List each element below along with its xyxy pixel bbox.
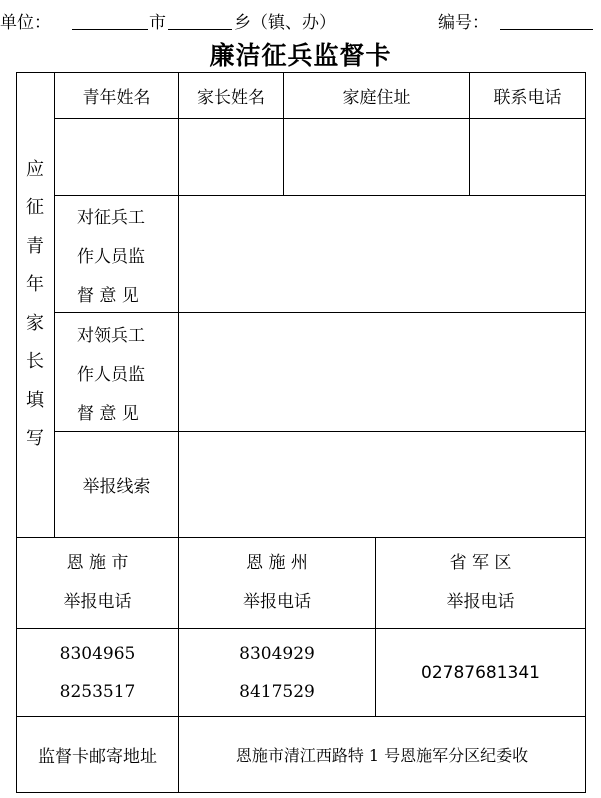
col-header-address: 家庭住址 [342, 88, 411, 108]
number-label: 编号： [438, 13, 489, 33]
hotline-numbers-provincial [376, 629, 585, 716]
unit-label: 单位： [0, 13, 51, 33]
side-label-char: 应 [26, 158, 44, 180]
report-clues-label: 举报线索 [82, 477, 151, 497]
leader-opinion-line: 对领兵工 [77, 326, 145, 346]
address-field[interactable] [284, 119, 469, 195]
phone-number: 8253517 [59, 681, 136, 702]
mailing-address: 恩施市清江西路特 1 号恩施军分区纪委收 [235, 746, 529, 765]
phone-number: 8417529 [239, 681, 315, 702]
col-header-youth-name: 青年姓名 [82, 88, 151, 108]
col-header-phone: 联系电话 [493, 88, 562, 108]
side-label-char: 征 [26, 197, 44, 218]
recruiter-opinion-field[interactable] [179, 196, 585, 312]
number-blank-line [500, 29, 593, 30]
leader-opinion-line: 督 意 见 [77, 404, 139, 424]
report-clues-field[interactable] [179, 432, 585, 537]
town-blank-line [168, 29, 232, 30]
hotline-enshi-prefecture [179, 538, 375, 628]
hotline-numbers-city [17, 629, 178, 716]
leader-opinion-field[interactable] [179, 313, 585, 431]
leader-opinion-label [77, 317, 145, 434]
youth-name-field[interactable] [55, 119, 178, 195]
hotline-org: 恩 施 市 [66, 553, 129, 573]
phone-field[interactable] [470, 119, 585, 195]
hotline-org: 恩 施 州 [246, 553, 308, 573]
hotline-enshi-city [17, 538, 178, 628]
recruiter-opinion-line: 督 意 见 [77, 286, 139, 306]
parent-name-field[interactable] [179, 119, 283, 195]
phone-number: 8304929 [239, 643, 315, 664]
side-label-char: 写 [26, 428, 44, 449]
leader-opinion-line: 作人员监 [77, 365, 145, 385]
side-label-char: 长 [26, 351, 44, 372]
town-suffix: 乡（镇、办） [234, 13, 336, 33]
phone-number: 8304965 [59, 643, 136, 664]
hotline-label: 举报电话 [243, 592, 311, 612]
page-title: 廉洁征兵监督卡 [209, 41, 392, 70]
side-label [16, 72, 54, 537]
mailing-address-label: 监督卡邮寄地址 [38, 747, 157, 767]
col-header-parent-name: 家长姓名 [197, 88, 265, 108]
city-suffix: 市 [149, 13, 166, 33]
hotline-provincial-military [376, 538, 585, 628]
side-label-char: 填 [26, 389, 44, 411]
side-label-char: 年 [26, 274, 44, 295]
recruiter-opinion-line: 对征兵工 [77, 208, 145, 228]
hotline-label: 举报电话 [63, 592, 132, 612]
hotline-org: 省 军 区 [449, 553, 512, 573]
hotline-numbers-prefecture [179, 629, 375, 716]
table-border-right [585, 72, 586, 793]
phone-number: 02787681341 [421, 662, 540, 683]
unit-blank-line [72, 29, 148, 30]
table-border-bottom [16, 792, 586, 793]
recruiter-opinion-label [77, 199, 145, 316]
hotline-label: 举报电话 [446, 592, 515, 612]
side-label-char: 青 [26, 235, 44, 257]
side-label-char: 家 [26, 312, 44, 334]
recruiter-opinion-line: 作人员监 [77, 247, 145, 267]
